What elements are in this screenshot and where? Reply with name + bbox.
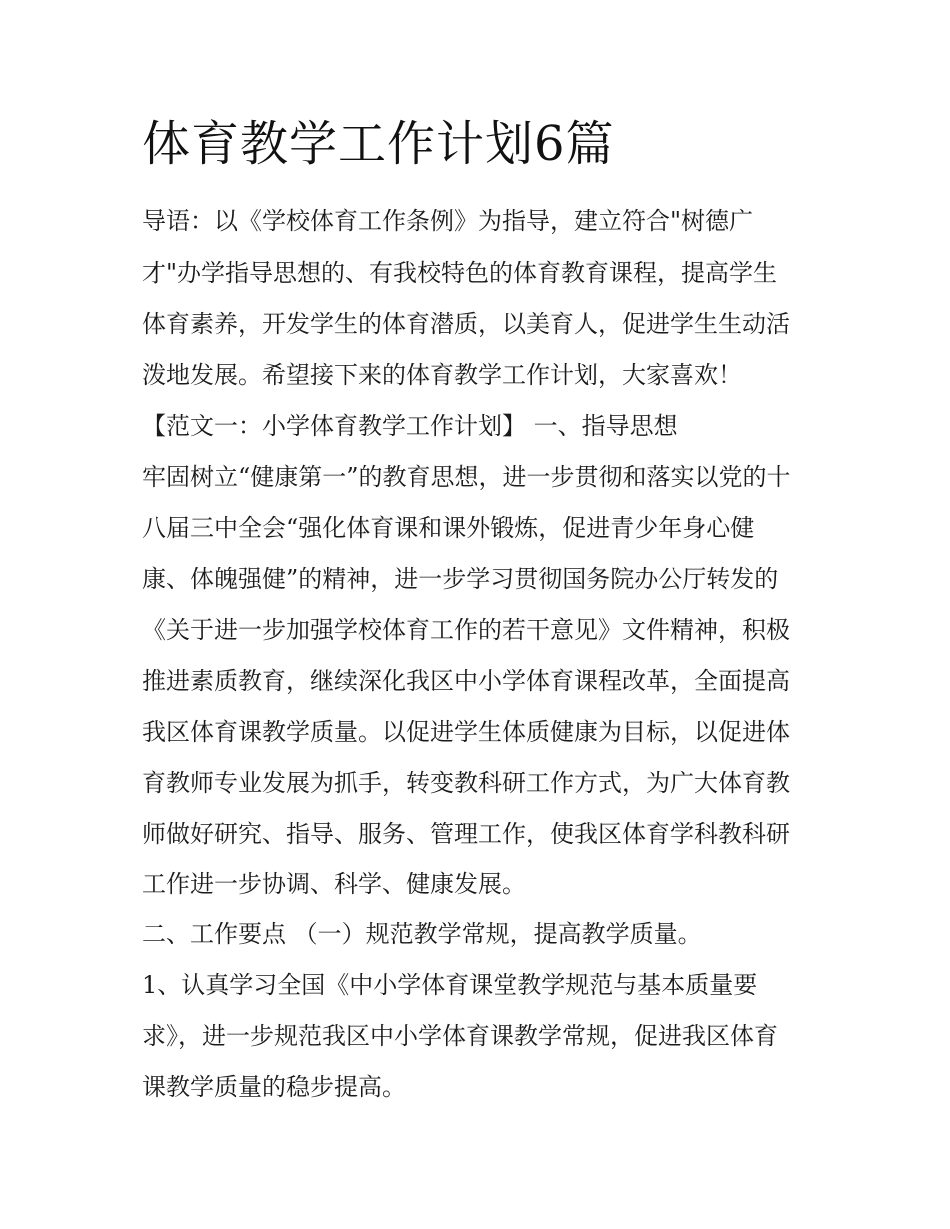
body-line: 工作进一步协调、科学、健康发展。 bbox=[142, 870, 526, 898]
body-line: 牢固树立“健康第一”的教育思想，进一步贯彻和落实以党的十 bbox=[142, 463, 791, 491]
body-line: 八届三中全会“强化体育课和课外锻炼，促进青少年身心健 bbox=[142, 514, 755, 542]
section-heading-line: 【范文一：小学体育教学工作计划】 一、指导思想 bbox=[142, 412, 678, 440]
section-heading-line: 二、工作要点 （一）规范教学常规，提高教学质量。 bbox=[142, 920, 702, 948]
body-line: 《关于进一步加强学校体育工作的若干意见》文件精神，积极 bbox=[142, 616, 790, 644]
body-line: 泼地发展。希望接下来的体育教学工作计划，大家喜欢！ bbox=[142, 361, 742, 389]
body-line: 育教师专业发展为抓手，转变教科研工作方式，为广大体育教 bbox=[142, 769, 790, 797]
body-line: 课教学质量的稳步提高。 bbox=[142, 1073, 406, 1101]
body-line: 康、体魄强健”的精神，进一步学习贯彻国务院办公厅转发的 bbox=[142, 565, 779, 593]
body-line: 求》，进一步规范我区中小学体育课教学常规，促进我区体育 bbox=[142, 1022, 778, 1050]
body-line: 推进素质教育，继续深化我区中小学体育课程改革，全面提高 bbox=[142, 667, 790, 695]
body-line: 我区体育课教学质量。以促进学生体质健康为目标，以促进体 bbox=[142, 718, 790, 746]
body-line: 1、认真学习全国《中小学体育课堂教学规范与基本质量要 bbox=[142, 971, 758, 999]
body-line: 体育素养，开发学生的体育潜质，以美育人，促进学生生动活 bbox=[142, 310, 790, 338]
document-title: 体育教学工作计划6篇 bbox=[142, 116, 615, 172]
body-line: 导语：以《学校体育工作条例》为指导，建立符合"树德广 bbox=[142, 207, 754, 235]
body-line: 师做好研究、指导、服务、管理工作，使我区体育学科教科研 bbox=[142, 820, 790, 848]
body-line: 才"办学指导思想的、有我校特色的体育教育课程，提高学生 bbox=[142, 259, 778, 287]
